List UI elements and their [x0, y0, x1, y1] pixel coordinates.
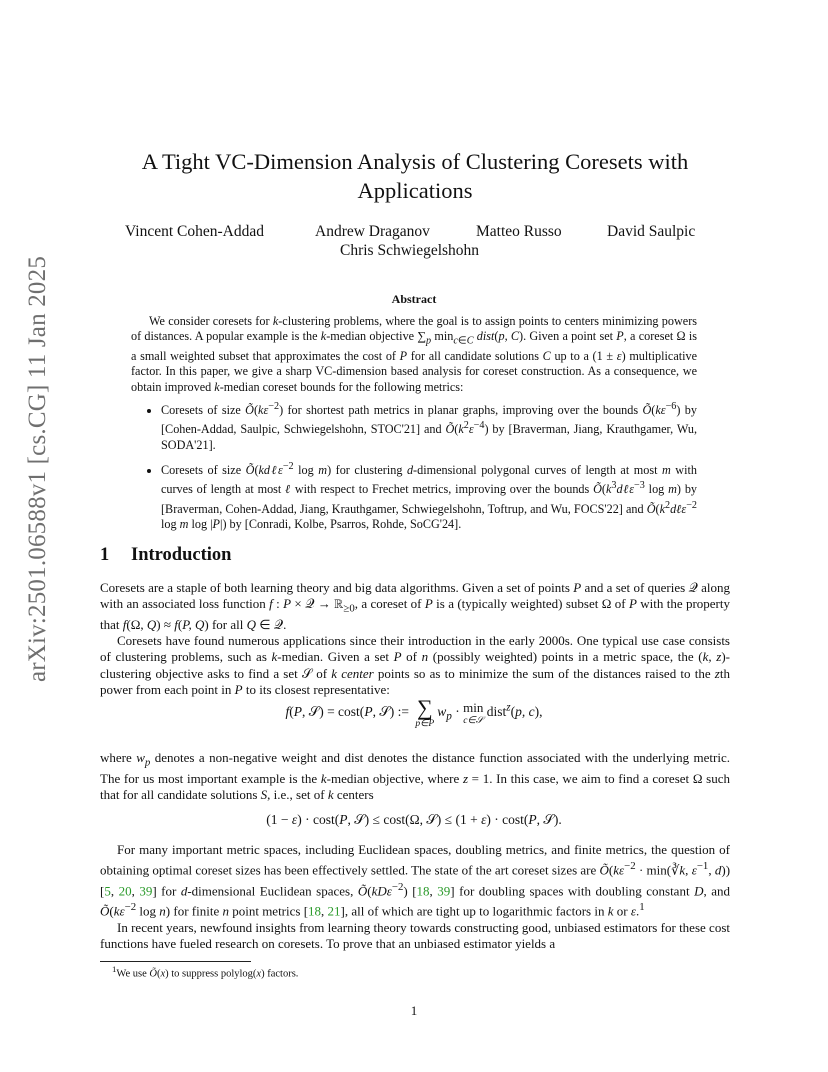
author-name: Vincent Cohen-Addad — [125, 223, 264, 240]
section-heading — [100, 545, 231, 566]
arxiv-sidebar — [22, 255, 54, 683]
author-name: David Saulpic — [607, 223, 696, 240]
abstract — [131, 314, 697, 538]
page-number: 1 — [410, 1003, 418, 1018]
section-number: 1 — [100, 545, 110, 565]
author-name: Andrew Draganov — [315, 223, 430, 240]
equation-cost — [0, 697, 828, 729]
arxiv-identifier: arXiv:2501.06588v1 [cs.CG] 11 Jan 2025 — [24, 255, 51, 683]
sum-operator: ∑ p∈P — [415, 695, 435, 729]
title-line-1: A Tight VC-Dimension Analysis of Clustering Coresets with — [141, 149, 689, 174]
equation-coreset-guarantee: (1 − ε) · cost(P, 𝒮) ≤ cost(Ω, 𝒮) ≤ (1 + ε) · cost(P, 𝒮). — [266, 812, 562, 827]
abstract-bullet: • Coresets of size $Õ(k\varepsilon^{-2})$ for shortest path metrics in planar graphs, improving over the bounds $Õ(k\varepsilon^{-6})$ by [Cohen-Addad, Saulpic, Schwiegelshohn, STOC'21] and $Õ(k^2\varepsilon^{-4})$ by [Braverman, Jiang, Krauthgamer, Wu, SODA'21]. — [161, 399, 697, 453]
min-operator: min c∈𝒮 — [463, 700, 484, 726]
paragraph: where $w_p$ denotes a non-negative weight and dist denotes the distance function associated with the underlying metric. The for us most important example is the k-median objective, where z = 1. In this case, we aim to find a coreset Ω such that for all candidate solutions S, i.e., set of k centers — [100, 750, 731, 802]
intro-text-block-2 — [100, 750, 730, 803]
abstract-bullet-list — [131, 399, 697, 532]
author-name: Chris Schwiegelshohn — [340, 242, 480, 259]
footnote: $^1$We use Õ(x) to suppress polylog(x) factors. — [112, 964, 299, 980]
paragraph: For many important metric spaces, including Euclidean spaces, doubling metrics, and finite metrics, the question of obtaining optimal coreset sizes has been effectively settled. The state of the art coreset sizes are $Õ(k\varepsilon^{-2}$ · min(∛k, $\varepsilon^{-1}$, d)) [5, 20, 39] for d-dimensional Euclidean spaces, Õ(kDε$^{-2}$) [18, 39] for doubling spaces with doubling constant D, and $Õ(k\varepsilon^{-2}$ log n) for finite n point metrics [18, 21], all of which are tight up to logarithmic factors in k or ε.$^1$ — [100, 842, 731, 919]
paragraph: Coresets have found numerous applications since their introduction in the early 2000s. One typical use case consists of clustering problems, such as k-median. Given a set P of n (possibly weighted) points in a metric space, the (k, z)-clustering objective asks to find a set 𝒮 of k center points so as to minimize the sum of the distances raised to the zth power from each point in P to its closest representative: — [100, 633, 730, 697]
abstract-heading: Abstract — [391, 292, 437, 306]
equation-lhs: f(P, 𝒮) = cost(P, 𝒮) := — [285, 704, 413, 720]
equation-term: $w_p$ · — [437, 704, 464, 723]
intro-text-block-3 — [100, 842, 730, 952]
abstract-intro: We consider coresets for k-clustering problems, where the goal is to assign points to centers minimizing powers of distances. A popular example is the k-median objective $\sum_p$ $\min_{c\in C}$ dist(p, C). Given a point set P, a coreset Ω is a small weighted subset that approximates the cost of P for all candidate solutions C up to a (1 ± ε) multiplicative factor. In this paper, we give a sharp VC-dimension based analysis for coreset construction. As a consequence, we obtain improved k-median coreset bounds for the following metrics: — [131, 314, 698, 394]
abstract-bullet: • Coresets of size Õ(kdℓε$^{-2}$ log m) for clustering d-dimensional polygonal curves of length at most m with curves of length at most ℓ with respect to Frechet metrics, improving over the bounds $Õ(k^3d\ell\varepsilon^{-3}$ log m) by [Braverman, Cohen-Addad, Jiang, Krauthgamer, Schwiegelshohn, Toftrup, and Wu, FOCS'22] and $Õ(k^2d\ell\varepsilon^{-2}$ log m log |P|) by [Conradi, Kolbe, Psarros, Rohde, SoCG'24]. — [161, 459, 697, 532]
footnote-divider — [100, 961, 251, 962]
paragraph: Coresets are a staple of both learning theory and big data algorithms. Given a set of points P and a set of queries 𝒬 along with an associated loss function f : P × 𝒬 → ℝ$_{\ge 0}$, a coreset of P is a (typically weighted) subset Ω of P with the property that f(Ω, Q) ≈ f(P, Q) for all Q ∈ 𝒬. — [100, 580, 731, 632]
paragraph: In recent years, newfound insights from learning theory towards constructing good, unbiased estimators for these cost functions have fueled research on coresets. To prove that an unbiased estimator yields a — [100, 919, 730, 951]
title-line-2: Applications — [357, 178, 473, 203]
author-name: Matteo Russo — [476, 223, 562, 240]
equation-rhs: dist$^z$(p, c), — [483, 701, 543, 720]
section-title: Introduction — [131, 545, 232, 565]
paper-title — [100, 147, 730, 205]
intro-text-block-1 — [100, 580, 730, 698]
